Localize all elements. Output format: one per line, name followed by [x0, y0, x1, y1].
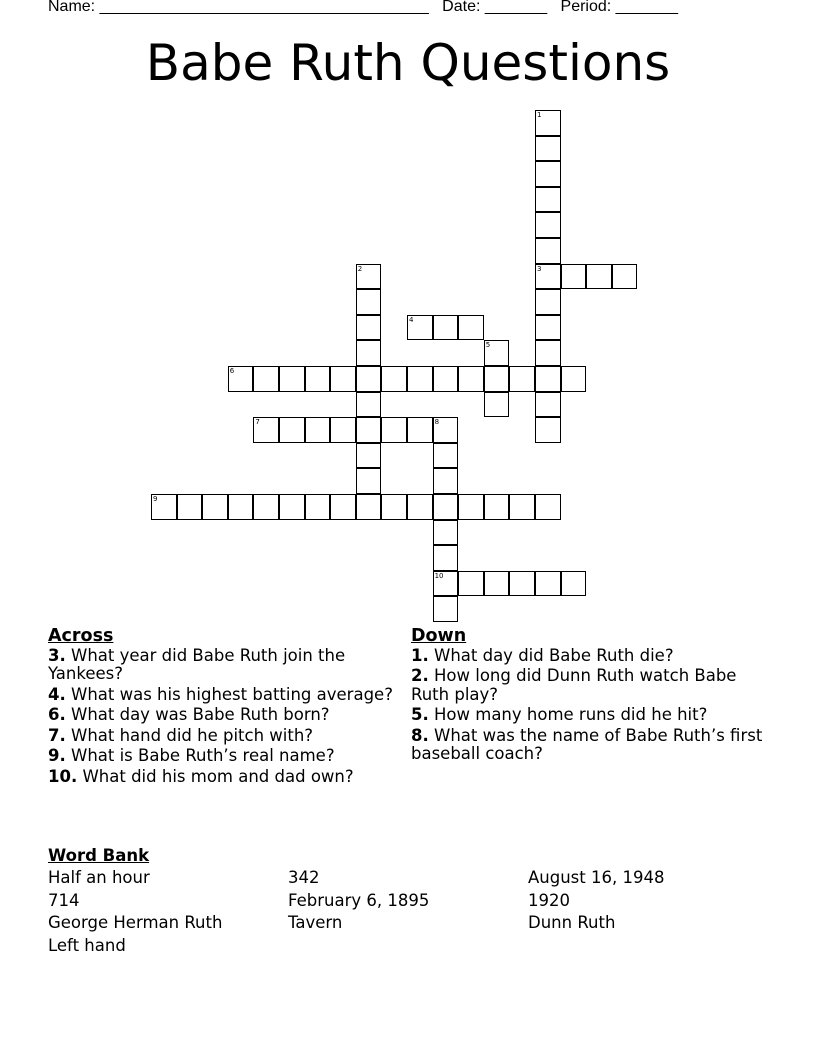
grid-cell[interactable] — [356, 494, 382, 520]
clue-text: How long did Dunn Ruth watch Babe Ruth play? — [411, 666, 737, 704]
clue-across — [48, 706, 403, 725]
grid-cell[interactable] — [535, 289, 561, 315]
grid-cell[interactable] — [356, 315, 382, 341]
name-field[interactable]: _____________________________________ — [99, 0, 429, 15]
period-field[interactable]: _______ — [615, 0, 678, 15]
grid-cell[interactable] — [484, 340, 510, 366]
word-bank-item: Left hand — [48, 935, 126, 955]
clue-number: 4. — [48, 684, 66, 704]
word-bank-item: August 16, 1948 — [528, 868, 665, 887]
clue-text: What is Babe Ruth’s real name? — [71, 746, 335, 765]
grid-cell[interactable] — [535, 366, 561, 392]
word-bank-item: 714 — [48, 890, 80, 910]
grid-cell[interactable] — [433, 315, 459, 341]
grid-cell[interactable] — [407, 417, 433, 443]
grid-cell[interactable] — [458, 494, 484, 520]
clue-down — [411, 647, 766, 666]
grid-cell[interactable] — [202, 494, 228, 520]
clue-text: What was his highest batting average? — [71, 684, 393, 704]
clue-number: 10. — [48, 766, 78, 786]
grid-cell[interactable] — [330, 366, 356, 392]
cell-number: 10 — [434, 571, 444, 580]
cell-number: 9 — [153, 495, 158, 503]
grid-cell[interactable] — [535, 212, 561, 238]
cell-number: 7 — [255, 418, 260, 427]
clue-across — [48, 686, 403, 705]
grid-cell[interactable] — [407, 315, 433, 341]
grid-cell[interactable] — [484, 366, 510, 392]
grid-cell[interactable] — [253, 494, 279, 520]
grid-cell[interactable] — [561, 571, 587, 597]
grid-cell[interactable] — [381, 494, 407, 520]
clue-text: What was the name of Babe Ruth’s first baseball coach? — [411, 725, 763, 763]
grid-cell[interactable] — [356, 417, 382, 443]
word-bank-item: 1920 — [528, 890, 570, 910]
cell-number: 3 — [537, 264, 542, 273]
grid-cell[interactable] — [433, 443, 459, 469]
clue-across — [48, 647, 403, 684]
grid-cell[interactable] — [458, 366, 484, 392]
grid-cell[interactable] — [279, 494, 305, 520]
grid-cell[interactable] — [535, 494, 561, 520]
grid-cell[interactable] — [509, 571, 535, 597]
grid-cell[interactable] — [586, 264, 612, 290]
grid-cell[interactable] — [509, 494, 535, 520]
grid-cell[interactable] — [305, 494, 331, 520]
clue-number: 1. — [411, 645, 429, 665]
cell-number: 6 — [229, 367, 235, 375]
grid-cell[interactable] — [561, 264, 587, 290]
cell-number: 5 — [485, 341, 491, 350]
cell-number: 1 — [537, 111, 542, 119]
cell-number: 2 — [357, 264, 363, 273]
grid-cell[interactable] — [356, 264, 382, 290]
grid-cell[interactable] — [330, 494, 356, 520]
grid-cell[interactable] — [228, 494, 254, 520]
clue-across — [48, 768, 403, 787]
grid-cell[interactable] — [458, 571, 484, 597]
grid-cell[interactable] — [253, 366, 279, 392]
grid-cell[interactable] — [330, 417, 356, 443]
grid-cell[interactable] — [535, 238, 561, 264]
grid-cell[interactable] — [433, 520, 459, 546]
grid-cell[interactable] — [561, 366, 587, 392]
grid-cell[interactable] — [535, 161, 561, 187]
period-label: Period: — [560, 0, 612, 15]
clue-down — [411, 727, 766, 764]
clue-number: 9. — [48, 746, 66, 765]
grid-cell[interactable] — [305, 366, 331, 392]
grid-cell[interactable] — [433, 596, 459, 622]
grid-cell[interactable] — [177, 494, 203, 520]
grid-cell[interactable] — [279, 417, 305, 443]
grid-cell[interactable] — [509, 366, 535, 392]
grid-cell[interactable] — [535, 571, 561, 597]
grid-cell[interactable] — [279, 366, 305, 392]
grid-cell[interactable] — [228, 366, 254, 392]
word-bank-item: Half an hour — [48, 868, 150, 887]
clue-text: What hand did he pitch with? — [71, 725, 314, 745]
down-clues — [411, 627, 766, 766]
grid-cell[interactable] — [356, 340, 382, 366]
clue-text: What day did Babe Ruth die? — [434, 645, 674, 665]
grid-cell[interactable] — [433, 494, 459, 520]
grid-cell[interactable] — [612, 264, 638, 290]
page-title: Babe Ruth Questions — [145, 34, 671, 92]
clue-number: 8. — [411, 725, 429, 745]
date-field[interactable]: _______ — [484, 0, 548, 15]
grid-cell[interactable] — [484, 494, 510, 520]
clue-across — [48, 747, 403, 766]
grid-cell[interactable] — [356, 468, 382, 494]
grid-cell[interactable] — [535, 315, 561, 341]
clue-across — [48, 727, 403, 746]
grid-cell[interactable] — [356, 289, 382, 315]
word-bank-heading: Word Bank — [48, 846, 150, 865]
word-bank — [48, 845, 768, 957]
grid-cell[interactable] — [535, 340, 561, 366]
word-bank-item: Tavern — [288, 913, 343, 932]
word-bank-item: 342 — [288, 868, 320, 887]
clue-text: How many home runs did he hit? — [434, 705, 708, 724]
grid-cell[interactable] — [433, 545, 459, 571]
clue-text: What year did Babe Ruth join the Yankees? — [48, 645, 346, 683]
grid-cell[interactable] — [356, 443, 382, 469]
grid-cell[interactable] — [381, 366, 407, 392]
grid-cell[interactable] — [535, 264, 561, 290]
clue-number: 6. — [48, 705, 66, 724]
grid-cell[interactable] — [484, 392, 510, 418]
grid-cell[interactable] — [433, 366, 459, 392]
grid-cell[interactable] — [484, 571, 510, 597]
across-clues — [48, 627, 403, 788]
grid-cell[interactable] — [356, 392, 382, 418]
cell-number: 8 — [434, 418, 440, 427]
clue-number: 5. — [411, 705, 429, 724]
grid-cell[interactable] — [535, 110, 561, 136]
grid-cell[interactable] — [433, 417, 459, 443]
across-heading: Across — [48, 626, 114, 646]
grid-cell[interactable] — [407, 494, 433, 520]
clue-down — [411, 706, 766, 725]
grid-cell[interactable] — [253, 417, 279, 443]
word-bank-item: George Herman Ruth — [48, 913, 223, 932]
grid-cell[interactable] — [535, 392, 561, 418]
grid-cell[interactable] — [407, 366, 433, 392]
down-heading: Down — [411, 626, 467, 646]
grid-cell[interactable] — [381, 417, 407, 443]
cell-number: 4 — [409, 315, 414, 324]
grid-cell[interactable] — [151, 494, 177, 520]
word-bank-item: Dunn Ruth — [528, 913, 616, 932]
date-label: Date: — [442, 0, 481, 15]
grid-cell[interactable] — [458, 315, 484, 341]
clue-number: 7. — [48, 725, 66, 745]
grid-cell[interactable] — [433, 468, 459, 494]
clue-number: 3. — [48, 645, 66, 665]
grid-cell[interactable] — [356, 366, 382, 392]
grid-cell[interactable] — [305, 417, 331, 443]
header-fields — [48, 0, 678, 16]
clue-text: What did his mom and dad own? — [82, 766, 354, 786]
grid-cell[interactable] — [535, 136, 561, 162]
clue-text: What day was Babe Ruth born? — [71, 705, 330, 724]
word-bank-item: February 6, 1895 — [288, 890, 430, 910]
clue-down — [411, 667, 766, 704]
name-label: Name: — [48, 0, 96, 15]
clue-number: 2. — [411, 666, 429, 685]
grid-cell[interactable] — [433, 571, 459, 597]
grid-cell[interactable] — [535, 187, 561, 213]
grid-cell[interactable] — [535, 417, 561, 443]
